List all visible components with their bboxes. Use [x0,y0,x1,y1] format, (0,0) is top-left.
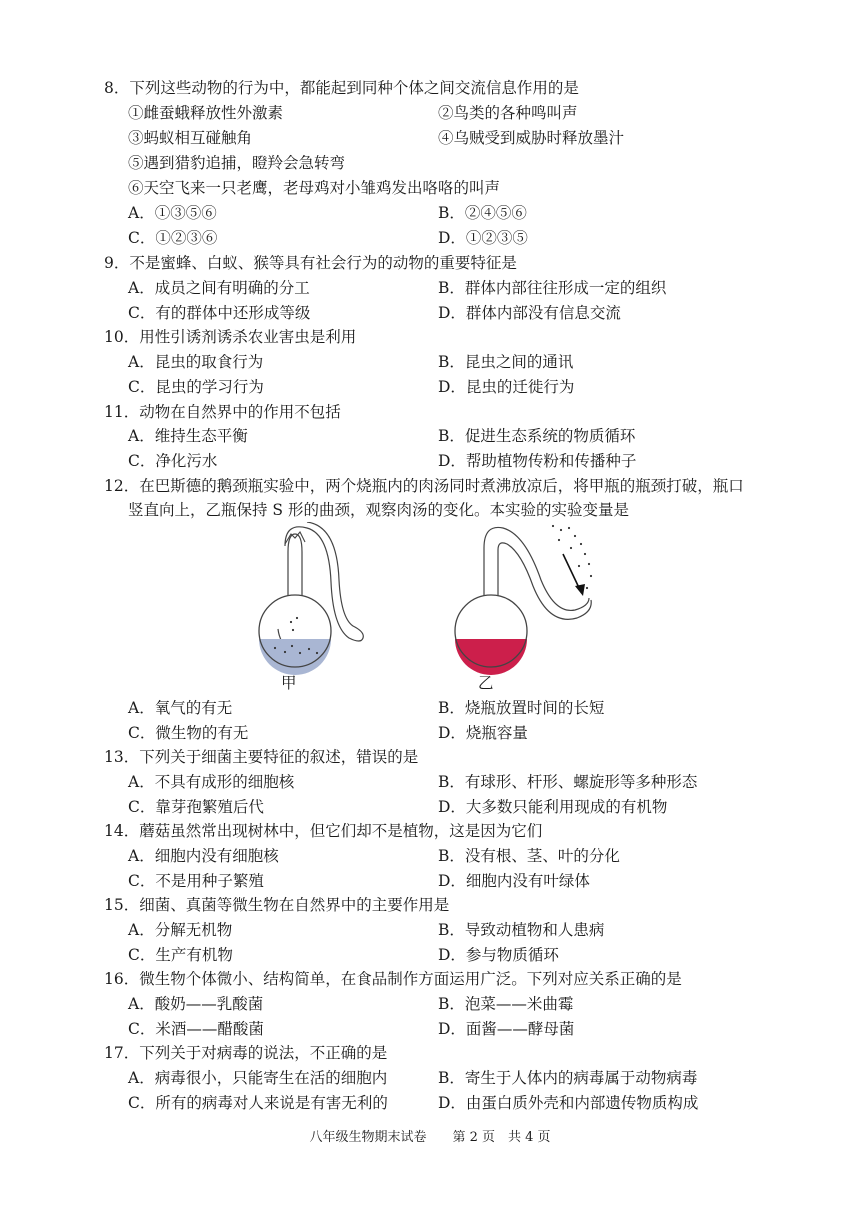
question-9-option-a: A．成员之间有明确的分工 [128,279,310,297]
flask-b-label: 乙 [478,674,494,692]
question-14-option-b: B．没有根、茎、叶的分化 [438,847,620,865]
question-16-option-c: C．米酒——醋酸菌 [128,1020,264,1038]
question-16-stem: 16．微生物个体微小、结构简单，在食品制作方面运用广泛。下列对应关系正确的是 [104,970,682,988]
question-8-option-d: D．①②③⑤ [438,229,528,247]
question-15-option-c: C．生产有机物 [128,946,233,964]
flask-b [455,525,592,675]
flask-a [259,522,363,675]
question-12-stem: 12．在巴斯德的鹅颈瓶实验中，两个烧瓶内的肉汤同时煮沸放凉后，将甲瓶的瓶颈打破，瓶口 [104,477,744,495]
flask-diagram [245,522,605,697]
question-15-stem: 15．细菌、真菌等微生物在自然界中的主要作用是 [104,896,450,914]
question-12-stem-line2: 竖直向上，乙瓶保持 S 形的曲颈，观察肉汤的变化。本实验的实验变量是 [128,501,629,519]
question-10-stem: 10．用性引诱剂诱杀农业害虫是利用 [104,328,357,346]
question-9-stem: 9．不是蜜蜂、白蚁、猴等具有社会行为的动物的重要特征是 [104,254,517,272]
page-footer: 八年级生物期末试卷 第 2 页 共 4 页 [309,1130,551,1145]
question-17-option-a: A．病毒很小，只能寄生在活的细胞内 [128,1069,388,1087]
question-14-option-c: C．不是用种子繁殖 [128,872,264,890]
question-8-option-c: C．①②③⑥ [128,229,218,247]
question-11-option-c: C．净化污水 [128,452,218,470]
question-8-item: ③蚂蚁相互碰触角 [128,129,253,147]
question-17-stem: 17．下列关于对病毒的说法，不正确的是 [104,1044,388,1062]
question-17-option-c: C．所有的病毒对人来说是有害无利的 [128,1094,388,1112]
question-12-option-b: B．烧瓶放置时间的长短 [438,699,605,717]
question-9-option-d: D．群体内部没有信息交流 [438,304,621,322]
question-11-option-a: A．维持生态平衡 [128,427,248,445]
question-14-option-d: D．细胞内没有叶绿体 [438,872,590,890]
question-8-option-b: B．②④⑤⑥ [438,204,527,222]
question-9-option-c: C．有的群体中还形成等级 [128,304,311,322]
question-13-option-d: D．大多数只能利用现成的有机物 [438,798,668,816]
question-10-option-a: A．昆虫的取食行为 [128,353,264,371]
question-17-option-d: D．由蛋白质外壳和内部遗传物质构成 [438,1094,699,1112]
question-11-option-d: D．帮助植物传粉和传播种子 [438,452,637,470]
question-12-option-d: D．烧瓶容量 [438,724,528,742]
question-15-option-a: A．分解无机物 [128,921,233,939]
question-16-option-b: B．泡菜——米曲霉 [438,995,574,1013]
question-10-option-d: D．昆虫的迁徙行为 [438,378,575,396]
question-17-option-b: B．寄生于人体内的病毒属于动物病毒 [438,1069,698,1087]
question-8-stem: 8．下列这些动物的行为中，都能起到同种个体之间交流信息作用的是 [104,79,579,97]
question-8-item: ②鸟类的各种鸣叫声 [438,104,578,122]
question-13-option-a: A．不具有成形的细胞核 [128,773,295,791]
question-13-option-b: B．有球形、杆形、螺旋形等多种形态 [438,773,698,791]
question-15-option-d: D．参与物质循环 [438,946,559,964]
question-12-option-a: A．氧气的有无 [128,699,233,717]
question-14-option-a: A．细胞内没有细胞核 [128,847,279,865]
question-8-item: ⑤遇到猎豹追捕，瞪羚会急转弯 [128,154,346,172]
question-10-option-b: B．昆虫之间的通讯 [438,353,574,371]
question-13-option-c: C．靠芽孢繁殖后代 [128,798,264,816]
question-16-option-d: D．面酱——酵母菌 [438,1020,575,1038]
question-13-stem: 13．下列关于细菌主要特征的叙述，错误的是 [104,748,419,766]
question-10-option-c: C．昆虫的学习行为 [128,378,264,396]
question-9-option-b: B．群体内部往往形成一定的组织 [438,279,667,297]
question-8-item: ①雌蚕蛾释放性外激素 [128,104,284,122]
question-12-option-c: C．微生物的有无 [128,724,249,742]
question-8-option-a: A．①③⑤⑥ [128,204,217,222]
flask-a-label: 甲 [281,674,297,692]
question-8-item: ⑥天空飞来一只老鹰，老母鸡对小雏鸡发出咯咯的叫声 [128,179,501,197]
question-11-stem: 11．动物在自然界中的作用不包括 [104,403,341,421]
swan-neck-flask-figure [245,522,605,697]
question-11-option-b: B．促进生态系统的物质循环 [438,427,636,445]
question-14-stem: 14．蘑菇虽然常出现树林中，但它们却不是植物，这是因为它们 [104,822,543,840]
question-15-option-b: B．导致动植物和人患病 [438,921,605,939]
question-16-option-a: A．酸奶——乳酸菌 [128,995,264,1013]
question-8-item: ④乌贼受到威胁时释放墨汁 [438,129,625,147]
